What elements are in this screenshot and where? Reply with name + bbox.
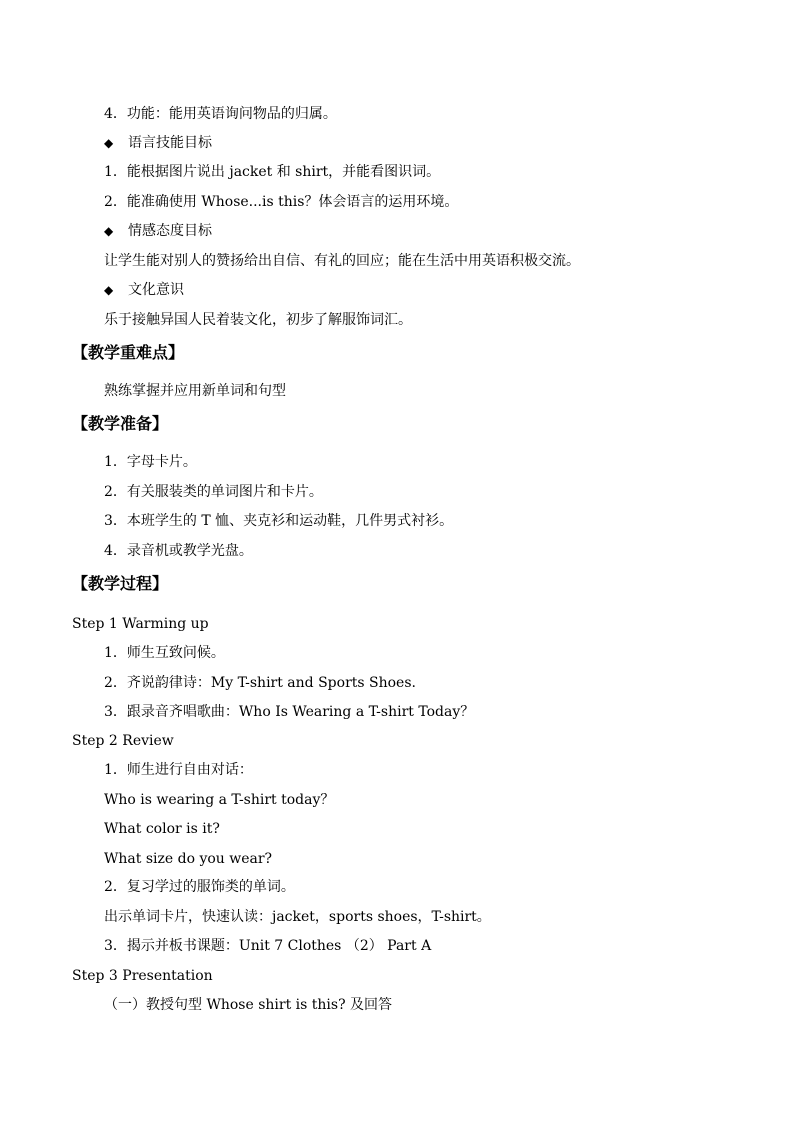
step-2-item-1: 1．师生进行自由对话： (104, 762, 253, 778)
step-1-item-3: 3．跟录音齐唱歌曲：Who Is Wearing a T-shirt Today？ (104, 704, 475, 720)
attitude-heading: ◆ 情感态度目标 (104, 223, 212, 239)
step-1-item-2: 2．齐说韵律诗：My T-shirt and Sports Shoes. (104, 675, 416, 691)
attitude-text: 让学生能对别人的赞扬给出自信、有礼的回应；能在生活中用英语积极交流。 (104, 253, 580, 269)
diamond-bullet-icon: ◆ (104, 224, 114, 238)
step-3-subsection-1: （一）教授句型 Whose shirt is this? 及回答 (104, 997, 393, 1013)
culture-text: 乐于接触异国人民着装文化，初步了解服饰词汇。 (104, 312, 412, 328)
step-2-item-3: 3．揭示并板书课题：Unit 7 Clothes （2） Part A (104, 938, 432, 954)
word-card-text: 出示单词卡片，快速认读：jacket，sports shoes，T-shirt。 (104, 909, 491, 925)
preparation-item-1: 1．字母卡片。 (104, 454, 197, 470)
objective-function-line: 4．功能：能用英语询问物品的归属。 (104, 106, 337, 122)
language-skills-heading: ◆ 语言技能目标 (104, 135, 212, 151)
step-1-item-1: 1．师生互致问候。 (104, 645, 225, 661)
dialogue-line-2: What color is it? (104, 821, 220, 837)
step-3-title: Step 3 Presentation (72, 968, 213, 984)
preparation-item-4: 4．录音机或教学光盘。 (104, 543, 253, 559)
section-heading-preparation: 【教学准备】 (72, 414, 169, 433)
diamond-bullet-icon: ◆ (104, 283, 114, 297)
diamond-bullet-icon: ◆ (104, 136, 114, 150)
section-heading-process: 【教学过程】 (72, 574, 169, 593)
preparation-item-2: 2．有关服装类的单词图片和卡片。 (104, 484, 323, 500)
skill-item-1: 1．能根据图片说出 jacket 和 shirt，并能看图识词。 (104, 164, 441, 180)
step-1-title: Step 1 Warming up (72, 616, 209, 632)
dialogue-line-1: Who is wearing a T-shirt today？ (104, 792, 335, 808)
preparation-item-3: 3．本班学生的 T 恤、夹克衫和运动鞋，几件男式衬衫。 (104, 513, 454, 529)
culture-heading: ◆ 文化意识 (104, 282, 184, 298)
dialogue-line-3: What size do you wear? (104, 851, 273, 867)
step-2-title: Step 2 Review (72, 733, 174, 749)
skill-item-2: 2．能准确使用 Whose...is this？体会语言的运用环境。 (104, 194, 459, 210)
section-heading-key-points: 【教学重难点】 (72, 343, 185, 362)
step-2-item-2: 2．复习学过的服饰类的单词。 (104, 879, 295, 895)
key-points-text: 熟练掌握并应用新单词和句型 (104, 383, 286, 399)
